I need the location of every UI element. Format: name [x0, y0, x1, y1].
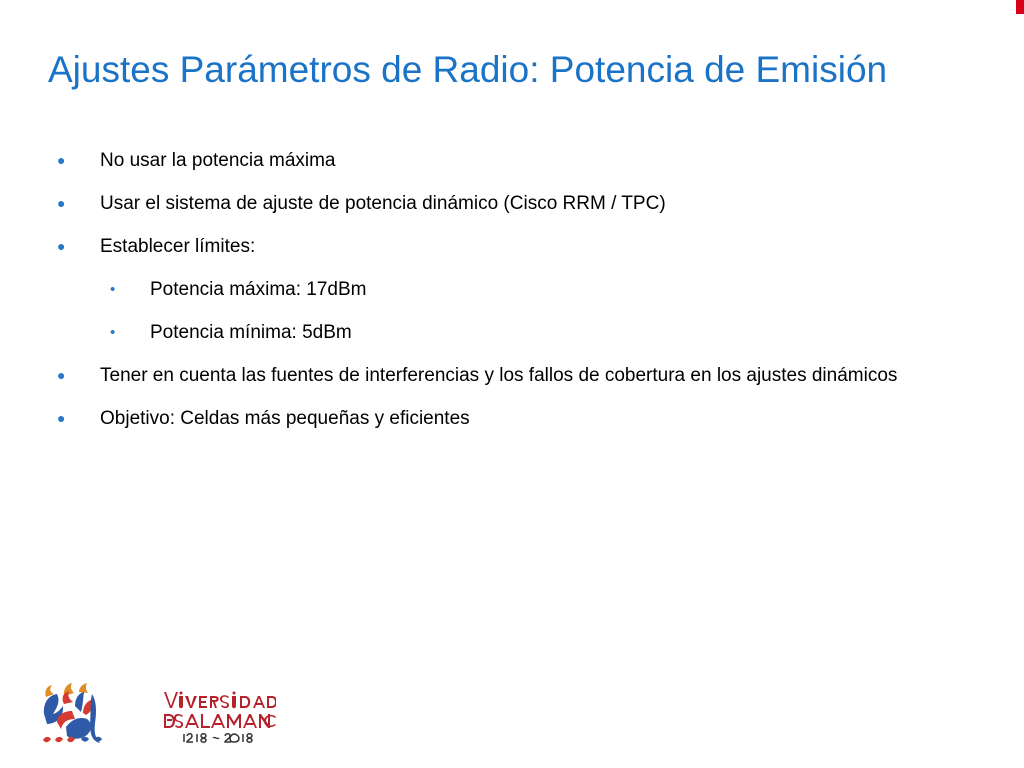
- bullet-item: [56, 148, 966, 173]
- universidad-de-salamanca-logo-icon: [164, 688, 276, 744]
- bullet-marker: ●: [57, 410, 66, 426]
- sub-bullet-text: Potencia máxima: 17dBm: [150, 279, 367, 300]
- bullet-marker: ●: [57, 367, 66, 383]
- bullet-text: Usar el sistema de ajuste de potencia dinámico (Cisco RRM / TPC): [100, 193, 666, 214]
- bullet-text: No usar la potencia máxima: [100, 150, 336, 171]
- sub-bullet-item: [110, 277, 966, 302]
- sub-bullet-text: Potencia mínima: 5dBm: [150, 322, 352, 343]
- sub-bullet-marker: •: [110, 324, 116, 341]
- bullet-list: [56, 148, 966, 449]
- slide-title: Ajustes Parámetros de Radio: Potencia de Emisión: [48, 49, 888, 90]
- bullet-item: [56, 406, 966, 431]
- bullet-text: Tener en cuenta las fuentes de interferencias y los fallos de cobertura en los ajustes dinámicos: [100, 365, 898, 386]
- bullet-text: Establecer límites:: [100, 236, 256, 257]
- footer-logos: [36, 680, 276, 754]
- sub-bullet-item: [110, 320, 966, 345]
- bullet-item: [56, 234, 966, 259]
- bullet-item: [56, 191, 966, 216]
- sub-bullet-marker: •: [110, 281, 116, 298]
- top-right-red-bar: [1016, 0, 1024, 14]
- bullet-text: Objetivo: Celdas más pequeñas y eficientes: [100, 408, 470, 429]
- bullet-item: [56, 363, 966, 388]
- bullet-marker: ●: [57, 238, 66, 254]
- usal-800-anos-logo-icon: [36, 680, 110, 752]
- bullet-marker: ●: [57, 195, 66, 211]
- bullet-marker: ●: [57, 152, 66, 168]
